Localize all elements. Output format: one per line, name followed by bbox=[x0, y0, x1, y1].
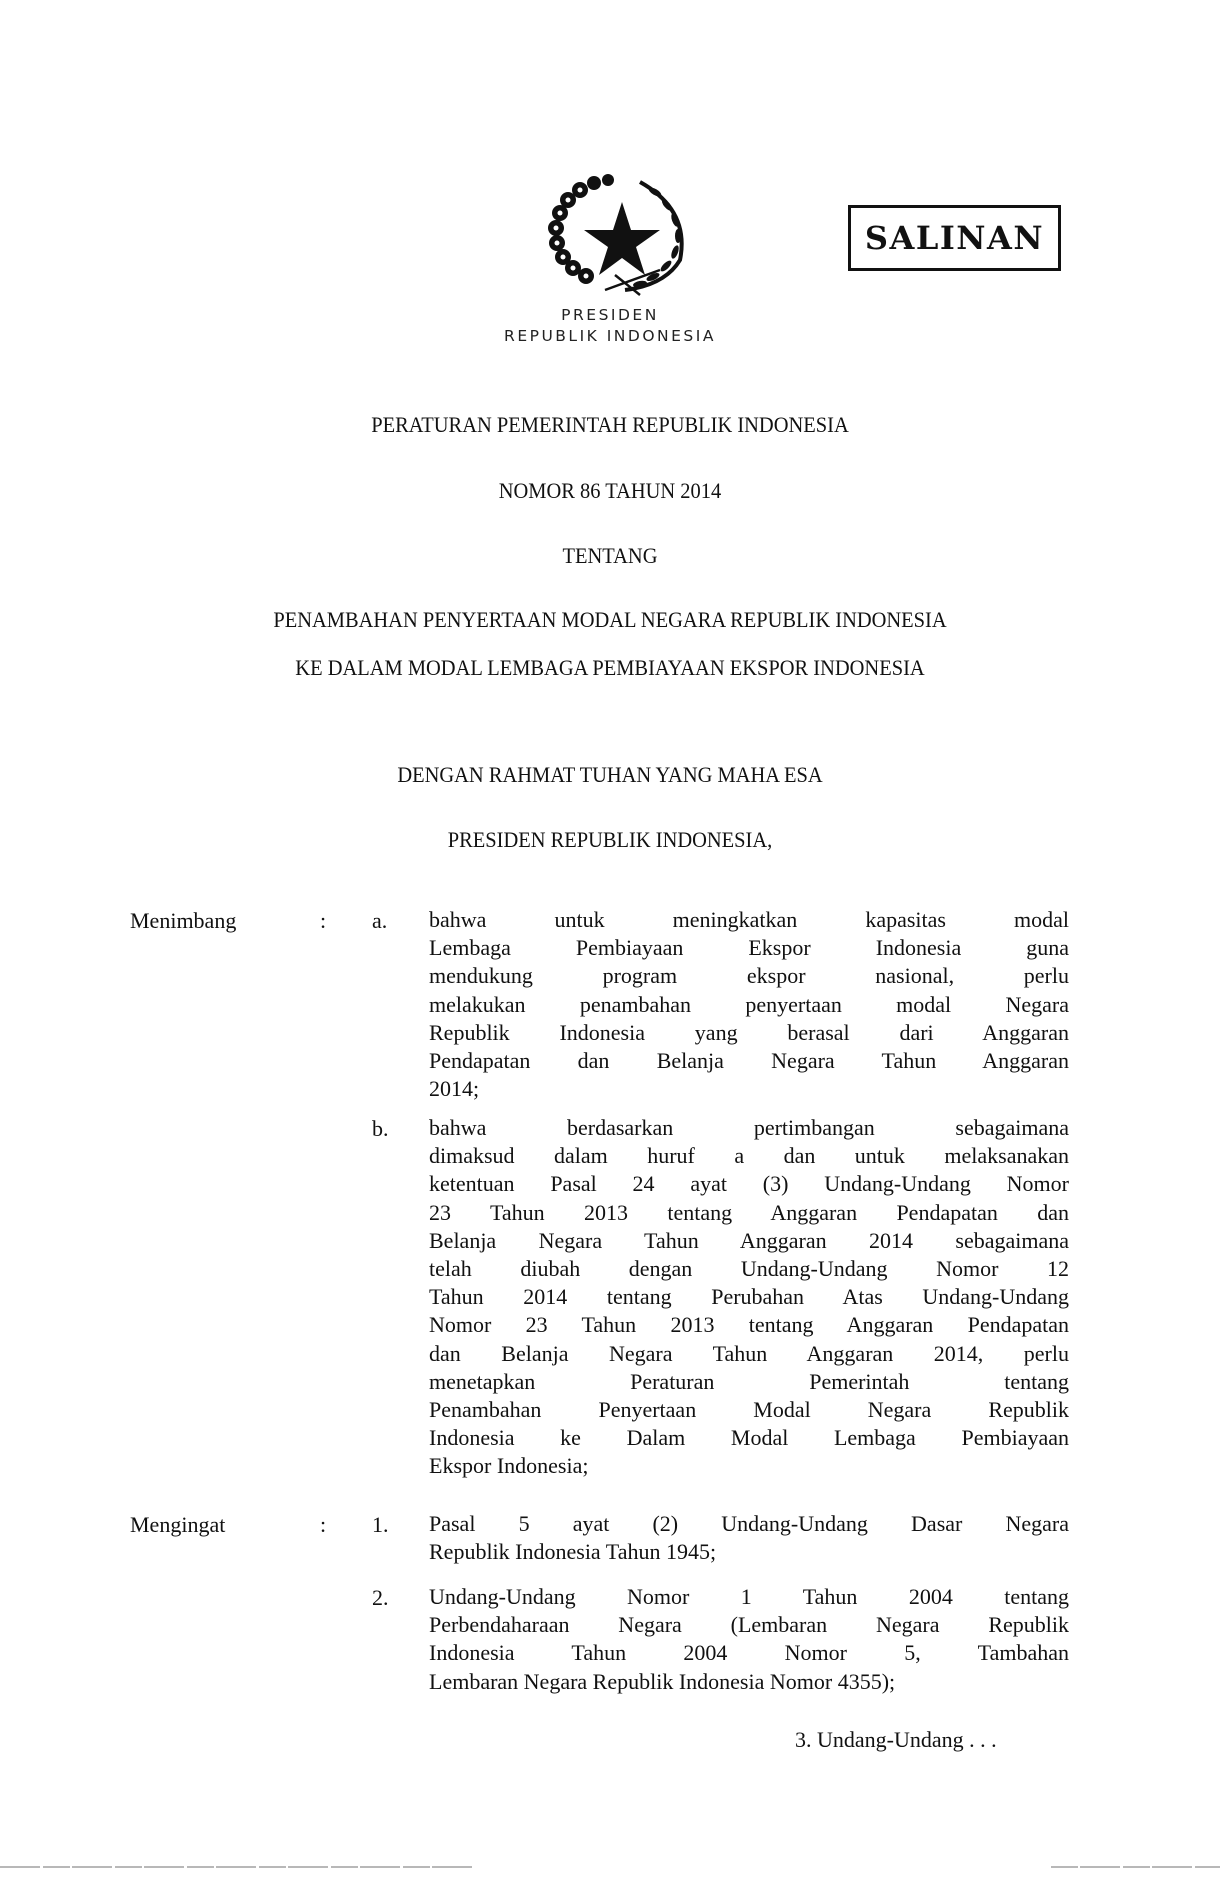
mengingat-item-2-marker: 2. bbox=[372, 1585, 389, 1610]
mengingat-item-1-marker: 1. bbox=[372, 1512, 389, 1537]
text-line: Republik Indonesia yang berasal dari Anggaran bbox=[429, 1019, 1069, 1045]
text-line: dimaksud dalam huruf a dan untuk melaksanakan bbox=[429, 1143, 1069, 1169]
presidential-emblem-icon bbox=[520, 150, 725, 300]
text-line: Belanja Negara Tahun Anggaran 2014 sebagaimana bbox=[429, 1227, 1069, 1253]
text-line: 23 Tahun 2013 tentang Anggaran Pendapatan dan bbox=[429, 1199, 1069, 1225]
menimbang-item-a-marker: a. bbox=[372, 908, 388, 933]
text-line: Republik Indonesia Tahun 1945; bbox=[429, 1539, 717, 1565]
text-line: Undang-Undang Nomor 1 Tahun 2004 tentang bbox=[429, 1584, 1069, 1609]
text-line: Penambahan Penyertaan Modal Negara Republik bbox=[429, 1397, 1069, 1423]
mengingat-colon: : bbox=[320, 1512, 327, 1537]
text-line: Lembaga Pembiayaan Ekspor Indonesia guna bbox=[429, 935, 1069, 961]
scan-artifact-gap bbox=[475, 1860, 1050, 1872]
text-line: bahwa berdasarkan pertimbangan sebagaimana bbox=[429, 1115, 1069, 1140]
text-line: menetapkan Peraturan Pemerintah tentang bbox=[429, 1368, 1069, 1394]
text-line: ketentuan Pasal 24 ayat (3) Undang-Undang Nomor bbox=[429, 1171, 1069, 1197]
text-line: Tahun 2014 tentang Perubahan Atas Undang-Undang bbox=[429, 1284, 1069, 1310]
text-line: Ekspor Indonesia; bbox=[429, 1453, 589, 1479]
menimbang-colon: : bbox=[320, 908, 327, 933]
text-line: melakukan penambahan penyertaan modal Negara bbox=[429, 991, 1069, 1017]
menimbang-item-a bbox=[429, 906, 1069, 1103]
text-line: mendukung program ekspor nasional, perlu bbox=[429, 963, 1069, 989]
text-line: Lembaran Negara Republik Indonesia Nomor 4355); bbox=[429, 1668, 896, 1694]
preamble-invocation: DENGAN RAHMAT TUHAN YANG MAHA ESA bbox=[397, 762, 823, 787]
text-line: 2014; bbox=[429, 1076, 480, 1102]
menimbang-label: Menimbang bbox=[130, 908, 237, 933]
text-line: bahwa untuk meningkatkan kapasitas modal bbox=[429, 907, 1069, 932]
salinan-stamp: SALINAN bbox=[848, 205, 1061, 271]
preamble-president: PRESIDEN REPUBLIK INDONESIA, bbox=[447, 827, 773, 852]
regulation-subject-line-1: PENAMBAHAN PENYERTAAN MODAL NEGARA REPUBLIK INDONESIA bbox=[273, 607, 947, 632]
text-line: telah diubah dengan Undang-Undang Nomor 12 bbox=[429, 1256, 1069, 1282]
regulation-title: PERATURAN PEMERINTAH REPUBLIK INDONESIA bbox=[371, 412, 849, 437]
regulation-subject-line-2: KE DALAM MODAL LEMBAGA PEMBIAYAAN EKSPOR INDONESIA bbox=[295, 655, 925, 680]
regulation-number: NOMOR 86 TAHUN 2014 bbox=[498, 478, 722, 503]
mengingat-item-2 bbox=[429, 1583, 1069, 1696]
text-line: dan Belanja Negara Tahun Anggaran 2014, perlu bbox=[429, 1340, 1069, 1366]
mengingat-item-1 bbox=[429, 1510, 1069, 1566]
page-continuation: 3. Undang-Undang . . . bbox=[795, 1727, 997, 1752]
office-title-presiden: PRESIDEN bbox=[561, 306, 659, 324]
menimbang-item-b bbox=[429, 1114, 1069, 1481]
text-line: Indonesia Tahun 2004 Nomor 5, Tambahan bbox=[429, 1640, 1069, 1666]
text-line: Nomor 23 Tahun 2013 tentang Anggaran Pendapatan bbox=[429, 1312, 1069, 1338]
text-line: Pendapatan dan Belanja Negara Tahun Anggaran bbox=[429, 1048, 1069, 1074]
menimbang-item-b-marker: b. bbox=[372, 1116, 389, 1141]
office-title-republik: REPUBLIK INDONESIA bbox=[504, 327, 716, 345]
text-line: Perbendaharaan Negara (Lembaran Negara Republik bbox=[429, 1612, 1069, 1638]
text-line: Pasal 5 ayat (2) Undang-Undang Dasar Negara bbox=[429, 1511, 1069, 1536]
text-line: Indonesia ke Dalam Modal Lembaga Pembiayaan bbox=[429, 1425, 1069, 1451]
regulation-tentang: TENTANG bbox=[562, 543, 658, 568]
mengingat-label: Mengingat bbox=[130, 1512, 226, 1537]
